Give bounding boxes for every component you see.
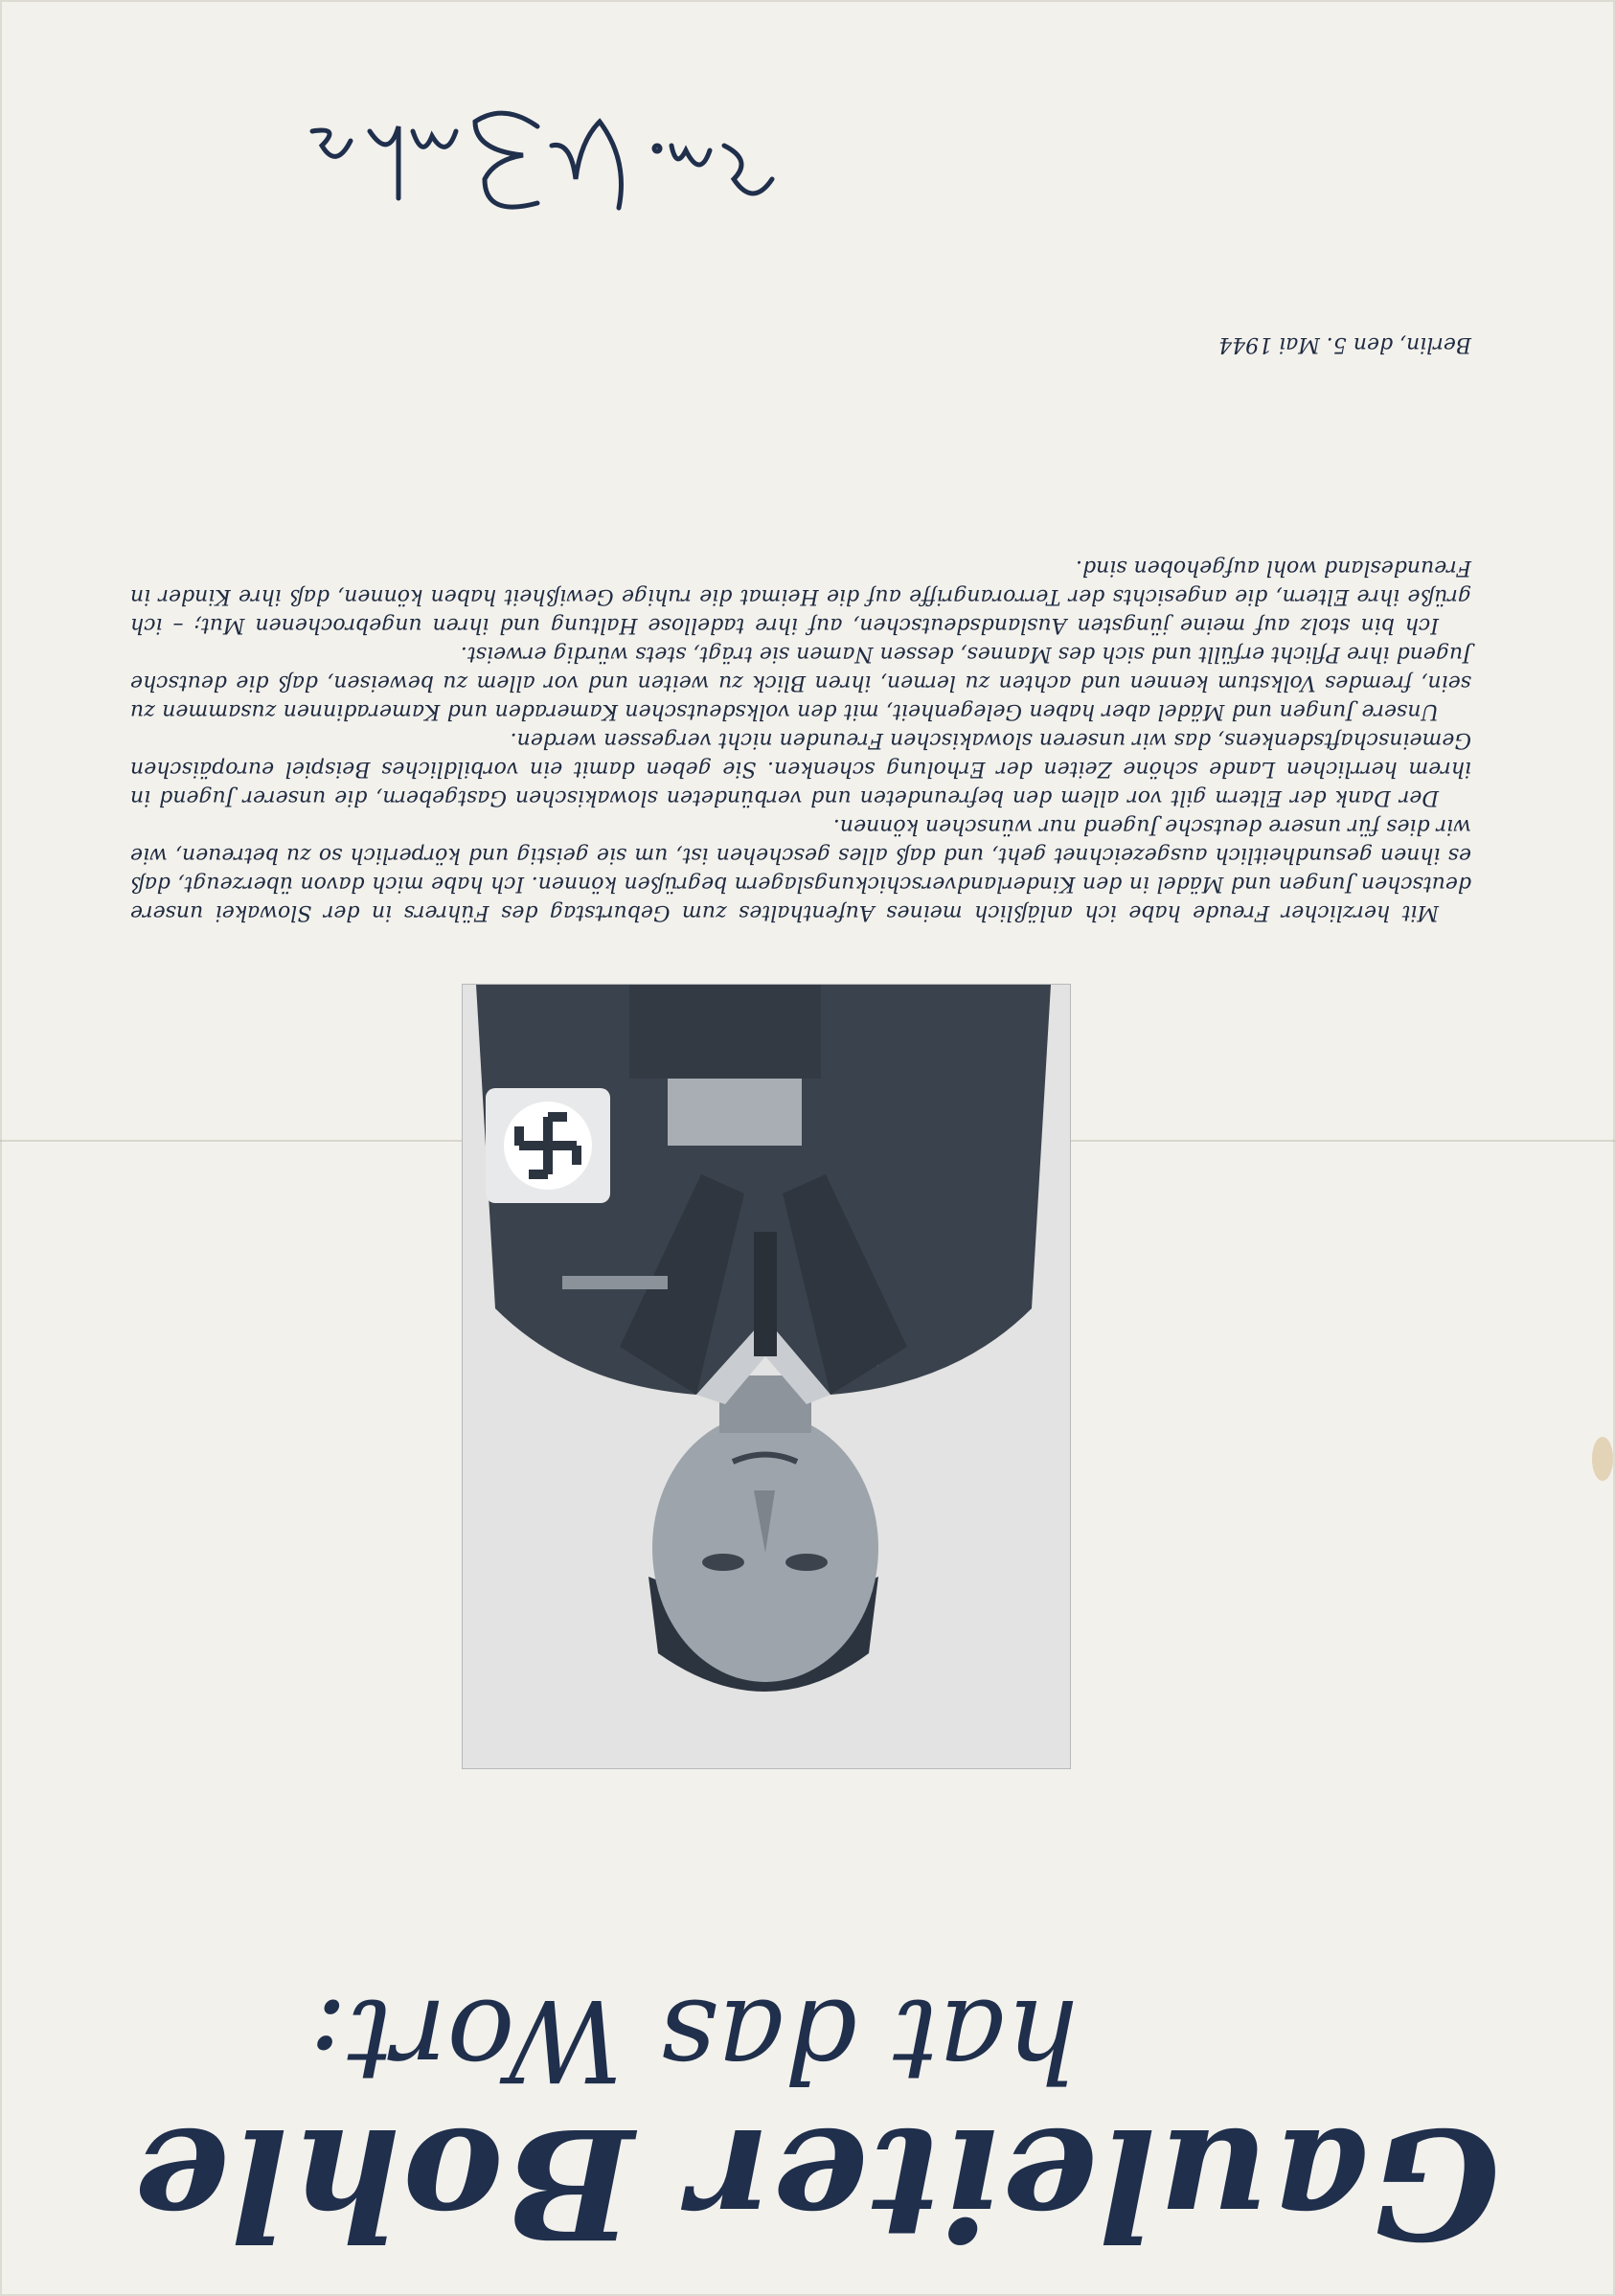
signature-image — [293, 93, 791, 237]
handwritten-signature — [293, 93, 791, 237]
portrait-image — [463, 985, 1070, 1768]
headline — [102, 1974, 1500, 2271]
letter-paragraph: Mit herzlicher Freude habe ich anläßlich meines Aufenthaltes zum Geburtstag des Führers in der Slowakei unsere deutschen Jungen und Mädel in den Kinderlandverschickungslagern begrüßen können. Ich habe mich davon überzeugt, daß es ihnen gesundheitlich ausgezeichnet geht, und daß alles geschehen ist, um sie geistig und körperlich so zu betreuen, wie wir dies für unsere deutsche Jugend nur wünschen können. — [130, 814, 1471, 924]
letter-body — [130, 553, 1471, 926]
headline-line-1: Gauleiter Bohle — [131, 2094, 1500, 2271]
headline-line-2: hat das Wort: — [308, 1974, 1079, 2106]
portrait-photo — [462, 984, 1071, 1769]
letter-paragraph: Der Dank der Eltern gilt vor allem den befreundeten und verbündeten slowakischen Gastgebern, die unserer Jugend in ihrem herrlichen Lande schöne Zeiten der Erholung schenken. Sie geben damit ein vorbildliches Beispiel europäischen Gemeinschaftsdenkens, das wir unseren slowakischen Freunden nicht vergessen werden. — [130, 728, 1471, 809]
letter-paragraph: Unsere Jungen und Mädel aber haben Gelegenheit, mit den volksdeutschen Kameraden und Kameradinnen zusammen zu sein, fremdes Volkstum kennen und achten zu lernen, ihren Blick zu weiten und vor allem zu beweisen, daß die deutsche Jugend ihre Pflicht erfüllt und sich des Mannes, dessen Namen sie trägt, stets würdig erweist. — [130, 642, 1471, 723]
letter-paragraph: Ich bin stolz auf meine jüngsten Auslandsdeutschen, auf ihre tadellose Haltung und ihren ungebrochenen Mut; – ich grüße ihre Eltern, die angesichts der Terrorangriffe auf die Heimat die ruhige Gewißheit haben können, daß ihre Kinder in Freundesland wohl aufgehoben sind. — [130, 556, 1471, 637]
dateline: Berlin, den 5. Mai 1944 — [1218, 332, 1471, 356]
